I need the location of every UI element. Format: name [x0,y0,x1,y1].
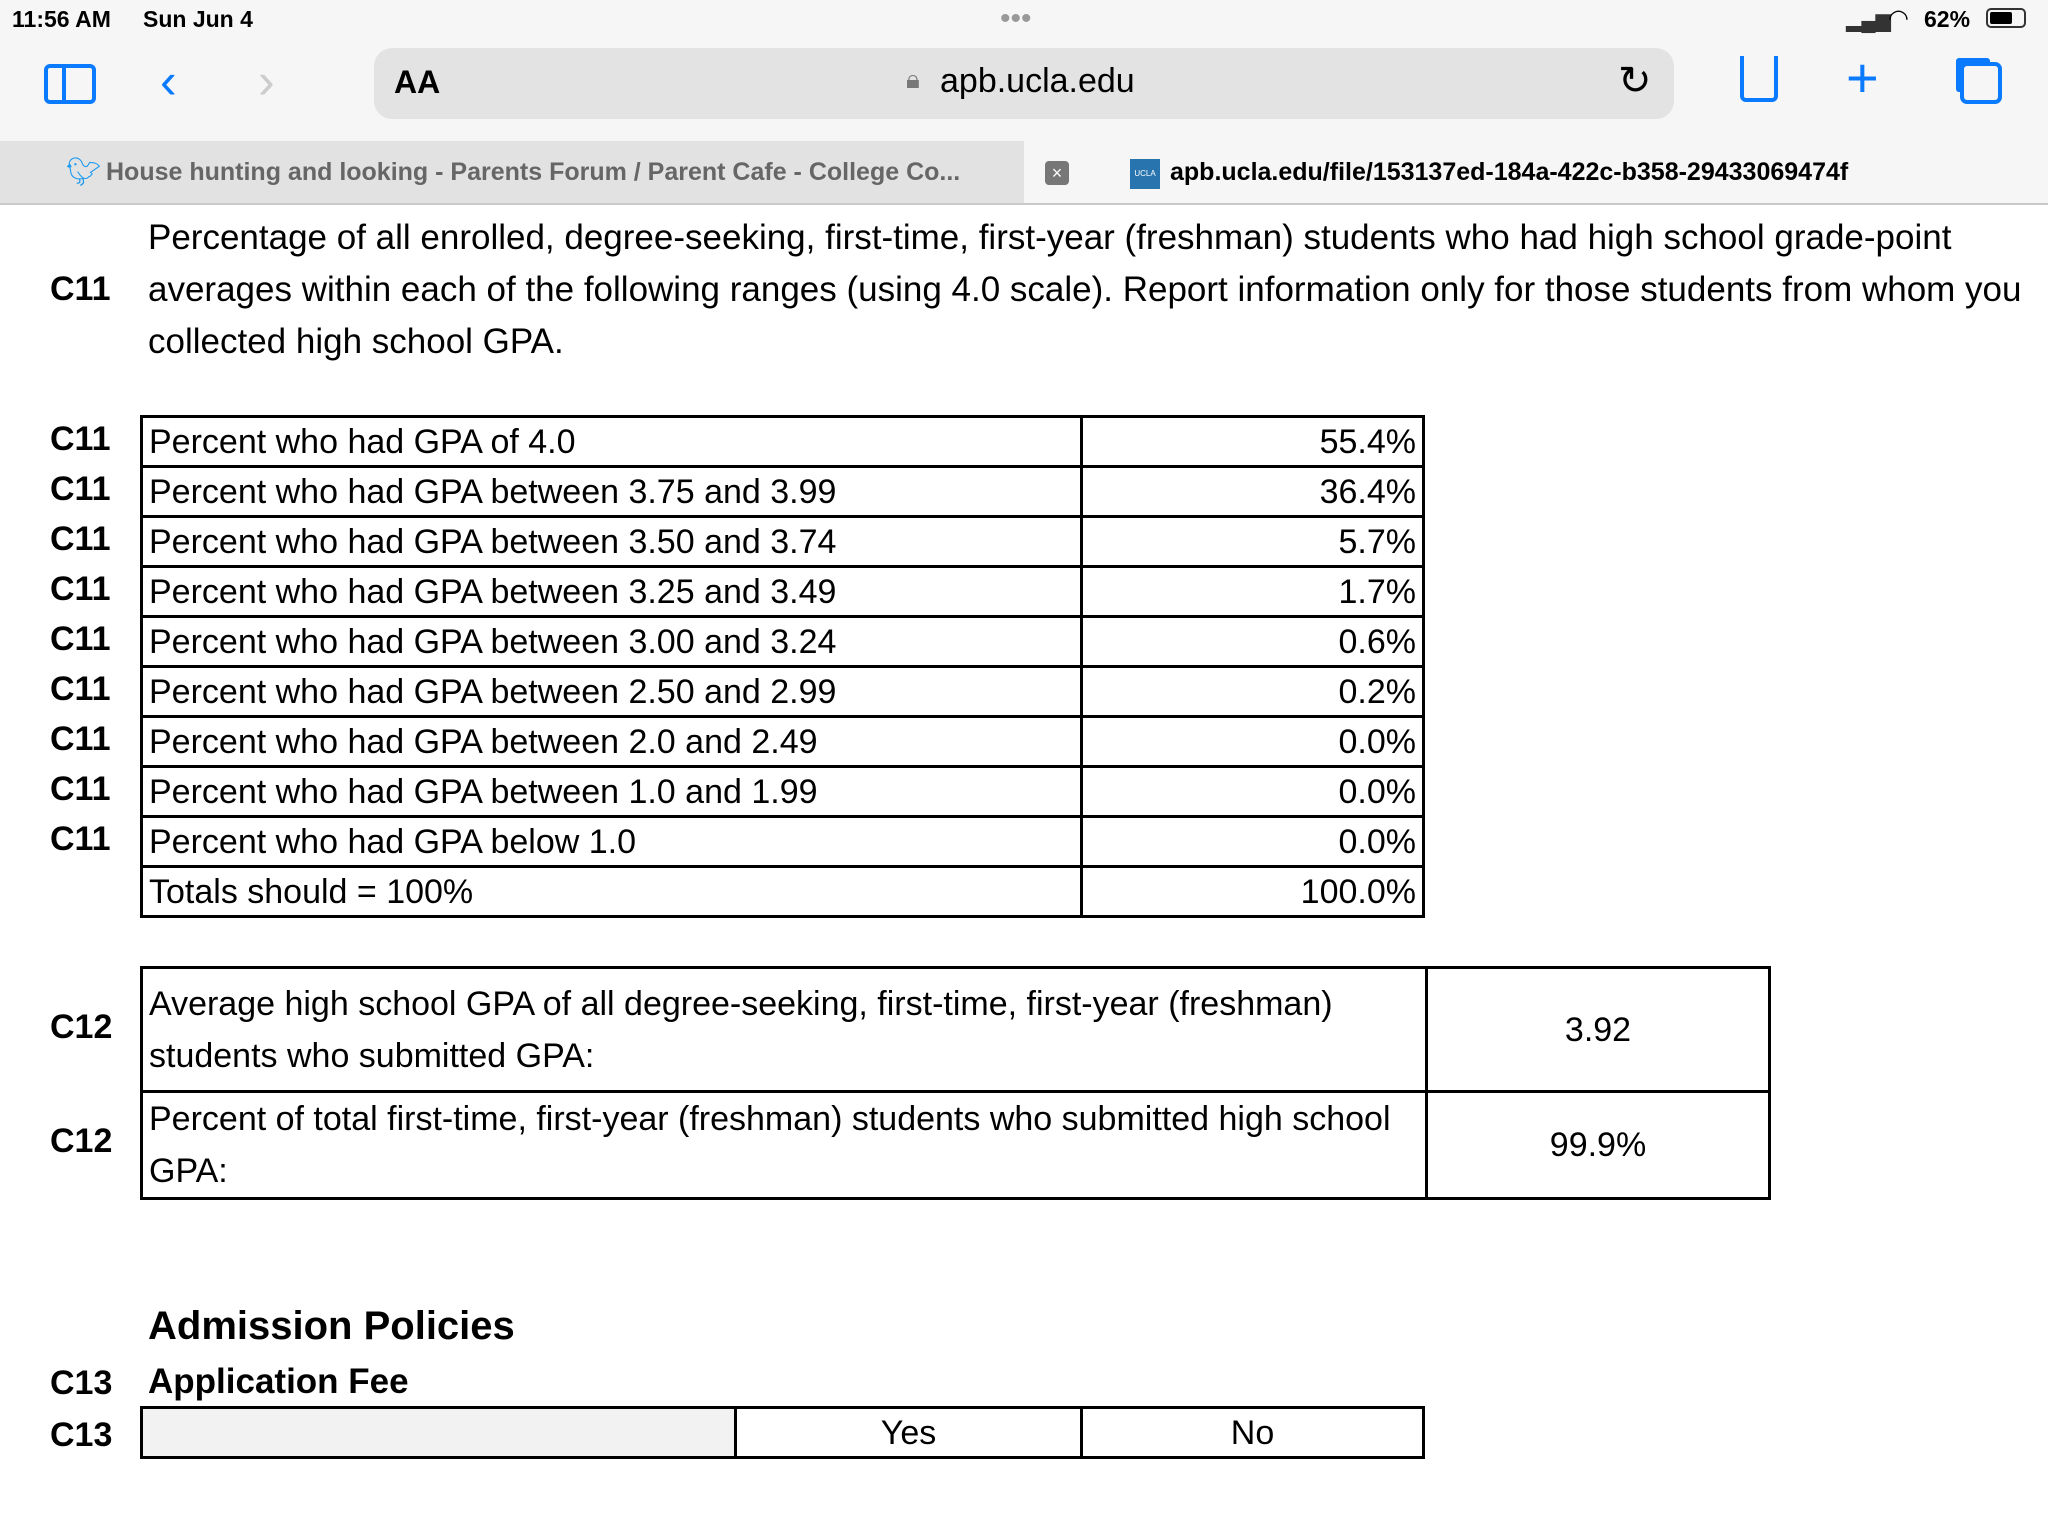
battery-icon [1986,8,2026,28]
row-desc: Percent who had GPA between 1.0 and 1.99 [142,767,1082,817]
url-text[interactable]: apb.ucla.edu [940,62,1135,100]
row-desc: Percent who had GPA between 2.50 and 2.99 [142,667,1082,717]
table-row [142,867,1424,917]
lock-icon: 🔒︎ [906,64,920,94]
table-row [142,667,1424,717]
row-desc: Average high school GPA of all degree-seeking, first-time, first-year (freshman) students who submitted GPA: [142,968,1427,1092]
table-row [142,467,1424,517]
row-code: C11 [50,420,111,458]
row-value: 3.92 [1427,968,1770,1092]
c11-label: C11 [50,270,111,308]
row-value: 5.7% [1082,517,1424,567]
table-row [142,1092,1770,1199]
back-icon[interactable]: ‹ [160,53,177,109]
ucla-favicon: UCLA [1130,159,1160,189]
tab-title: House hunting and looking - Parents Forum / Parent Cafe - College Co... [106,158,961,186]
c12-label: C12 [50,1008,113,1046]
text-size-button[interactable]: AA [394,64,441,100]
row-value: 36.4% [1082,467,1424,517]
row-value: 1.7% [1082,567,1424,617]
c13-label: C13 [50,1364,113,1402]
c11-intro: Percentage of all enrolled, degree-seeking, first-time, first-year (freshman) students who had high school grade-point averages within each of the following ranges (using 4.0 scale). Report information only for those students from whom you collected high school GPA. [148,218,2022,361]
row-desc: Percent of total first-time, first-year (freshman) students who submitted high school GPA: [142,1092,1427,1199]
row-value: 0.0% [1082,767,1424,817]
close-tab-icon[interactable]: × [1045,161,1069,185]
table-row [142,617,1424,667]
sidebar-icon[interactable] [44,64,96,104]
table-row [142,567,1424,617]
c13-label: C13 [50,1416,113,1454]
table-row [142,767,1424,817]
more-dots-icon[interactable]: ••• [1000,2,1032,35]
twitter-icon: 🐦︎ [66,156,102,187]
row-code: C11 [50,770,111,808]
table-row [142,968,1770,1092]
table-row [142,517,1424,567]
application-fee-table [140,1406,1425,1459]
row-value: 0.2% [1082,667,1424,717]
reload-icon[interactable]: ↻ [1618,59,1652,103]
tab-bar [0,141,2048,205]
row-code: C11 [50,670,111,708]
tabs-icon[interactable] [1960,62,2002,104]
tab-parents-forum[interactable] [0,141,1024,203]
wifi-icon: ◠ [1888,5,1909,32]
section-heading: Admission Policies [148,1304,515,1348]
row-desc: Percent who had GPA of 4.0 [142,417,1082,467]
row-desc: Percent who had GPA between 2.0 and 2.49 [142,717,1082,767]
signal-icon: ▂▄▆ [1846,10,1891,32]
row-code: C11 [50,570,111,608]
tab-apb-ucla[interactable] [1024,141,2048,203]
table-row [142,817,1424,867]
gpa-distribution-table [140,415,1425,918]
row-desc: Percent who had GPA between 3.00 and 3.24 [142,617,1082,667]
row-code: C11 [50,720,111,758]
row-code: C11 [50,620,111,658]
row-value: 0.0% [1082,717,1424,767]
table-row [142,717,1424,767]
average-gpa-table [140,966,1771,1200]
forward-icon[interactable]: › [258,53,275,109]
blank-cell [142,1408,736,1458]
row-desc: Percent who had GPA between 3.50 and 3.74 [142,517,1082,567]
row-value: 99.9% [1427,1092,1770,1199]
row-value: 0.0% [1082,817,1424,867]
table-row [142,417,1424,467]
c12-label: C12 [50,1122,113,1160]
status-time: 11:56 AM [12,6,111,32]
row-value: 55.4% [1082,417,1424,467]
row-code: C11 [50,470,111,508]
share-icon[interactable] [1740,56,1778,102]
yes-cell: Yes [736,1408,1082,1458]
row-value: 100.0% [1082,867,1424,917]
row-desc: Percent who had GPA below 1.0 [142,817,1082,867]
browser-toolbar [0,0,2048,141]
battery-percent: 62% [1924,6,1971,32]
address-bar[interactable] [374,48,1674,119]
no-cell: No [1082,1408,1424,1458]
row-value: 0.6% [1082,617,1424,667]
row-desc: Percent who had GPA between 3.25 and 3.49 [142,567,1082,617]
row-desc: Percent who had GPA between 3.75 and 3.99 [142,467,1082,517]
row-code: C11 [50,520,111,558]
application-fee-heading: Application Fee [148,1362,409,1401]
row-desc: Totals should = 100% [142,867,1082,917]
row-code: C11 [50,820,111,858]
status-date: Sun Jun 4 [143,6,253,32]
tab-title: apb.ucla.edu/file/153137ed-184a-422c-b358-29433069474f [1170,158,1849,186]
new-tab-icon[interactable]: + [1846,46,1879,109]
